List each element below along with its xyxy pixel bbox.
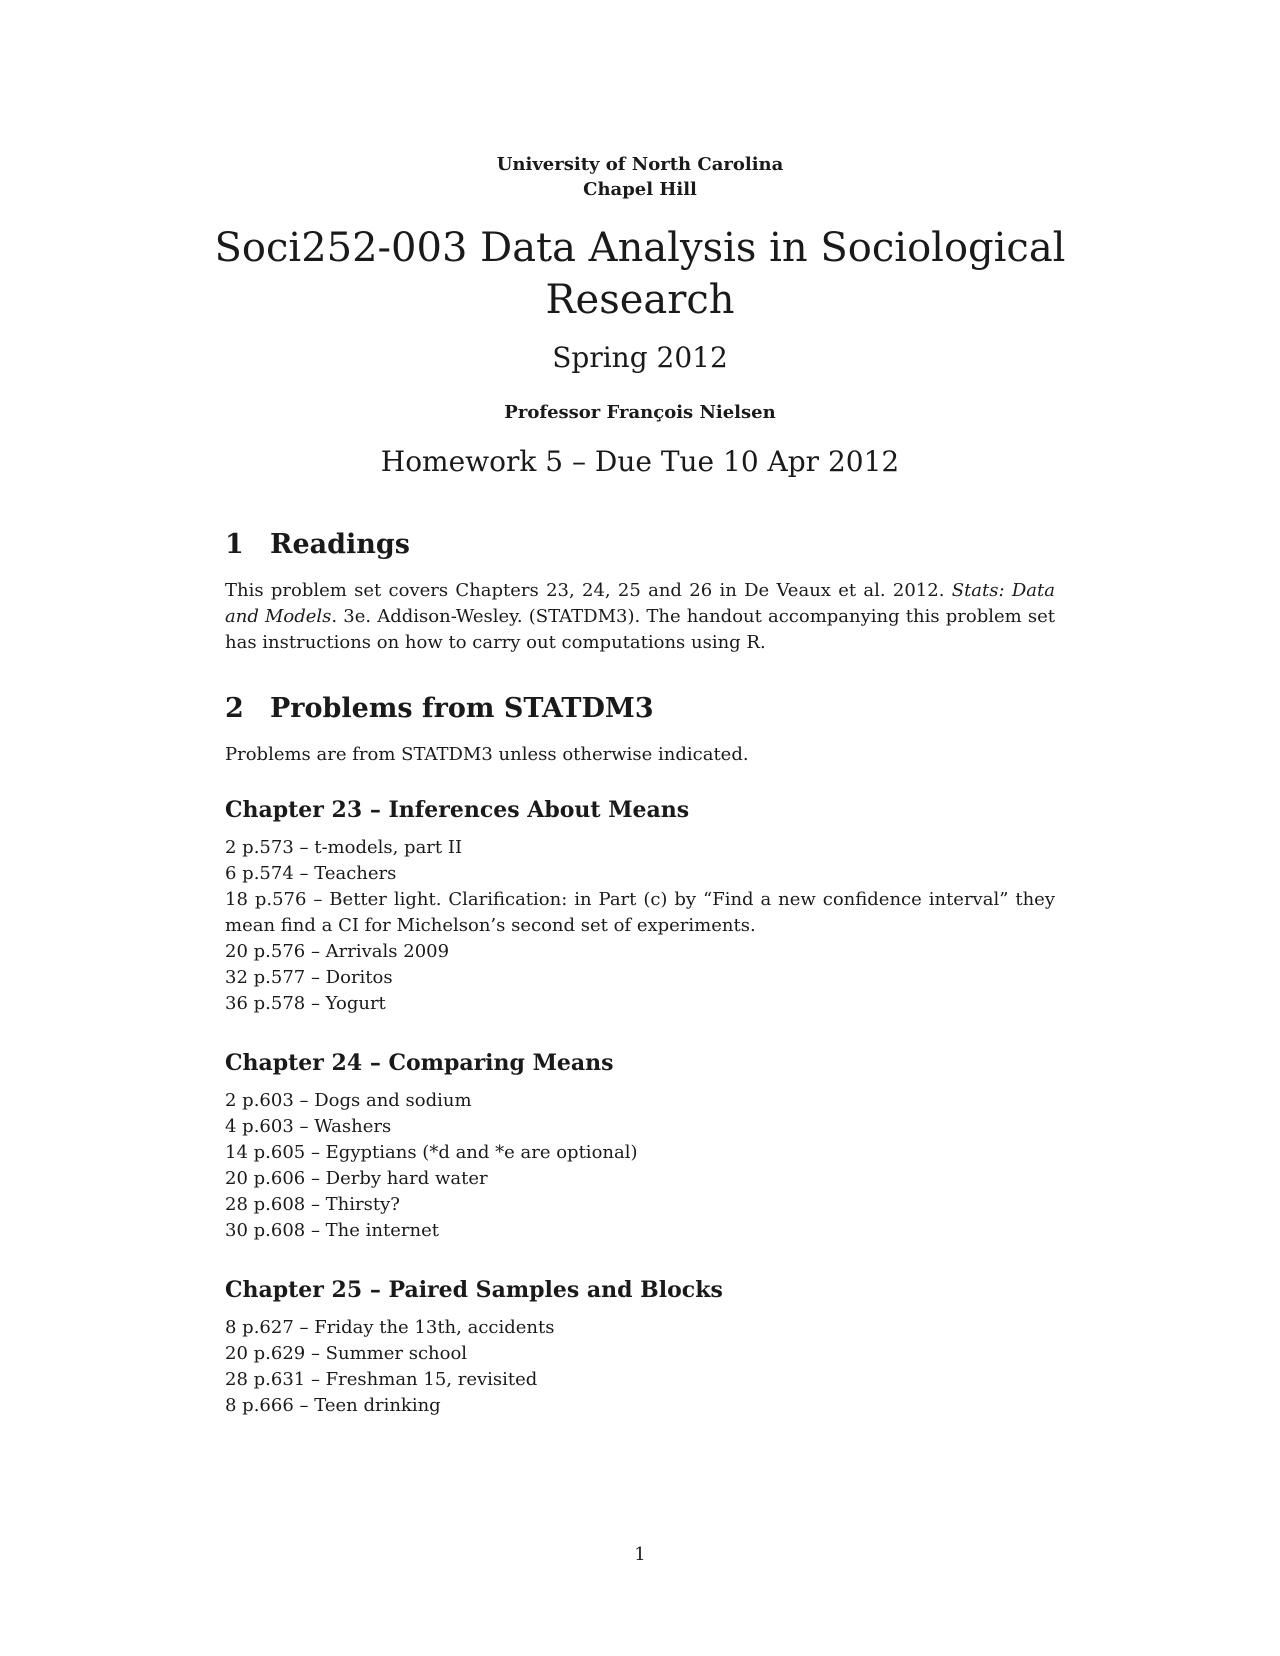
list-item: 2 p.603 – Dogs and sodium bbox=[225, 1090, 472, 1111]
section-number: 1 bbox=[225, 529, 244, 560]
chapter-23-problem-list bbox=[225, 835, 1055, 1017]
problems-intro: Problems are from STATDM3 unless otherwise indicated. bbox=[225, 744, 749, 765]
section-heading-problems bbox=[225, 692, 1055, 726]
chapter-heading-25: Chapter 25 – Paired Samples and Blocks bbox=[225, 1277, 723, 1303]
list-item: 8 p.627 – Friday the 13th, accidents bbox=[225, 1317, 555, 1338]
book-title: Stats: Data and Models bbox=[225, 580, 1055, 627]
section-number: 2 bbox=[225, 693, 244, 724]
readings-paragraph bbox=[225, 578, 1055, 656]
chapter-heading-23: Chapter 23 – Inferences About Means bbox=[225, 797, 690, 823]
list-item: 4 p.603 – Washers bbox=[225, 1116, 392, 1137]
list-item: 28 p.608 – Thirsty? bbox=[225, 1194, 400, 1215]
document-body bbox=[225, 528, 1055, 1419]
chapter-heading-24: Chapter 24 – Comparing Means bbox=[225, 1050, 614, 1076]
list-item: 14 p.605 – Egyptians (*d and *e are optional) bbox=[225, 1142, 638, 1163]
page-number: 1 bbox=[634, 1544, 646, 1565]
readings-text-start: This problem set covers Chapters 23, 24, 25 and 26 in De Veaux et al. 2012. bbox=[225, 580, 952, 601]
list-item: 28 p.631 – Freshman 15, revisited bbox=[225, 1369, 538, 1390]
term: Spring 2012 bbox=[552, 341, 728, 374]
section-title: Readings bbox=[270, 529, 410, 560]
section-title: Problems from STATDM3 bbox=[270, 693, 654, 724]
chapter-25-problem-list bbox=[225, 1315, 1055, 1419]
readings-text-end: . 3e. Addison-Wesley. (STATDM3). The handout accompanying this problem set has instructions on how to carry out computations using R. bbox=[225, 606, 1055, 653]
list-item: 20 p.576 – Arrivals 2009 bbox=[225, 941, 450, 962]
campus-name: Chapel Hill bbox=[583, 179, 697, 200]
list-item: 36 p.578 – Yogurt bbox=[225, 993, 386, 1014]
list-item: 18 p.576 – Better light. Clarification: in Part (c) by “Find a new confidence interval” they mean find a CI for Michelson’s second set of experiments. bbox=[225, 889, 1055, 936]
list-item: 30 p.608 – The internet bbox=[225, 1220, 439, 1241]
list-item: 2 p.573 – t-models, part II bbox=[225, 837, 463, 858]
list-item: 8 p.666 – Teen drinking bbox=[225, 1395, 441, 1416]
professor-name: Professor François Nielsen bbox=[504, 402, 776, 423]
university-name: University of North Carolina bbox=[496, 154, 784, 175]
chapter-24-problem-list bbox=[225, 1088, 1055, 1244]
homework-title: Homework 5 – Due Tue 10 Apr 2012 bbox=[380, 445, 900, 478]
university-block bbox=[0, 152, 1280, 202]
course-title: Soci252-003 Data Analysis in Sociological Research bbox=[214, 225, 1066, 323]
list-item: 20 p.629 – Summer school bbox=[225, 1343, 468, 1364]
list-item: 6 p.574 – Teachers bbox=[225, 863, 397, 884]
list-item: 20 p.606 – Derby hard water bbox=[225, 1168, 488, 1189]
list-item: 32 p.577 – Doritos bbox=[225, 967, 393, 988]
section-heading-readings bbox=[225, 528, 1055, 562]
